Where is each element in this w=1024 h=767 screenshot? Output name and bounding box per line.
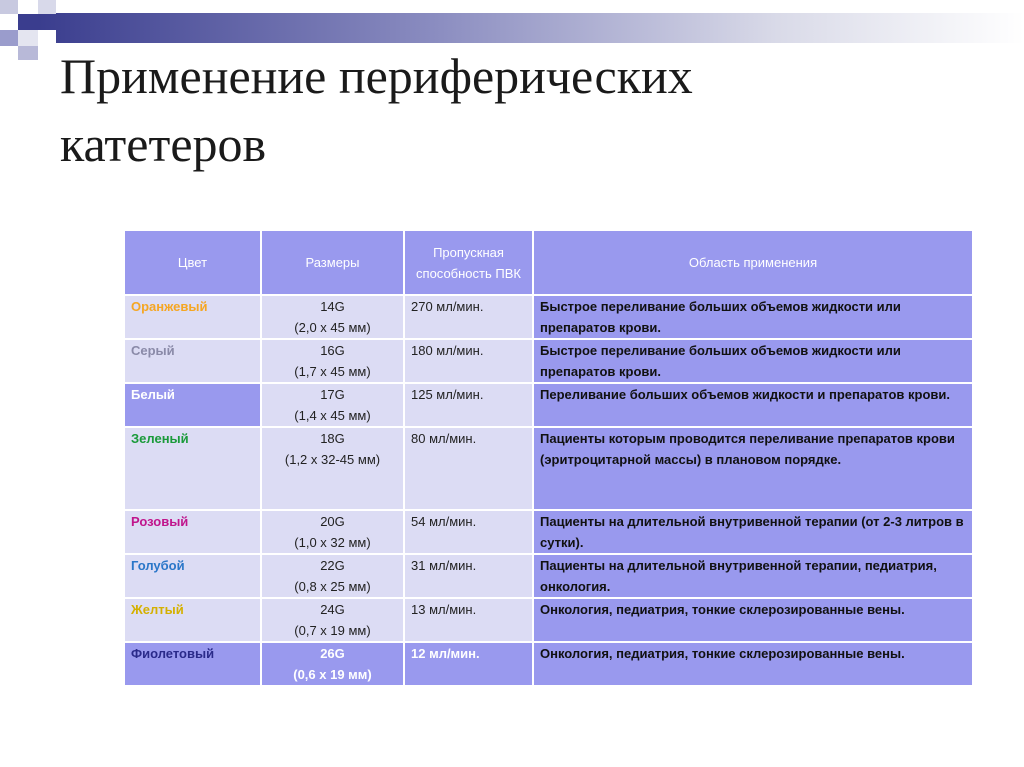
area-cell: Пациенты которым проводится переливание препаратов крови (эритроцитарной массы) в плановом порядке. [533, 427, 973, 510]
size-cell [261, 510, 404, 554]
area-cell: Быстрое переливание больших объемов жидкости или препаратов крови. [533, 339, 973, 383]
table-header-row [124, 230, 973, 295]
color-cell: Серый [124, 339, 261, 383]
table-row [124, 642, 973, 686]
top-gradient-bar [38, 13, 1024, 43]
table-row [124, 554, 973, 598]
table-row [124, 383, 973, 427]
gauge: 14G [320, 299, 345, 314]
area-cell: Переливание больших объемов жидкости и препаратов крови. [533, 383, 973, 427]
deco-square [0, 30, 18, 46]
gauge: 24G [320, 602, 345, 617]
size-cell [261, 598, 404, 642]
deco-square [0, 14, 18, 30]
page-title [60, 42, 960, 178]
deco-square [18, 0, 38, 14]
header-capacity: Пропускная способность ПВК [404, 230, 533, 295]
dimensions: (0,7 х 19 мм) [294, 623, 371, 638]
gauge: 17G [320, 387, 345, 402]
gauge: 16G [320, 343, 345, 358]
capacity-cell: 270 мл/мин. [404, 295, 533, 339]
capacity-cell: 125 мл/мин. [404, 383, 533, 427]
header-color: Цвет [124, 230, 261, 295]
dimensions: (0,8 х 25 мм) [294, 579, 371, 594]
header-area: Область применения [533, 230, 973, 295]
capacity-cell: 80 мл/мин. [404, 427, 533, 510]
size-cell [261, 339, 404, 383]
title-line-2: катетеров [60, 116, 267, 172]
deco-square [18, 14, 38, 30]
deco-square [18, 46, 38, 60]
capacity-cell: 180 мл/мин. [404, 339, 533, 383]
area-cell: Онкология, педиатрия, тонкие склерозированные вены. [533, 598, 973, 642]
dimensions: (2,0 х 45 мм) [294, 320, 371, 335]
area-cell: Быстрое переливание больших объемов жидкости или препаратов крови. [533, 295, 973, 339]
color-cell: Зеленый [124, 427, 261, 510]
table-row [124, 427, 973, 510]
size-cell [261, 642, 404, 686]
capacity-cell: 54 мл/мин. [404, 510, 533, 554]
color-cell: Белый [124, 383, 261, 427]
dimensions: (1,4 х 45 мм) [294, 408, 371, 423]
title-line-1: Применение периферических [60, 48, 693, 104]
table-row [124, 598, 973, 642]
dimensions: (1,0 х 32 мм) [294, 535, 371, 550]
gauge: 18G [320, 431, 345, 446]
gauge: 26G [320, 646, 345, 661]
dimensions: (1,2 х 32-45 мм) [284, 452, 381, 467]
capacity-cell: 12 мл/мин. [404, 642, 533, 686]
deco-square [0, 0, 18, 14]
table-row [124, 510, 973, 554]
color-cell: Желтый [124, 598, 261, 642]
deco-square [38, 30, 56, 46]
color-cell: Фиолетовый [124, 642, 261, 686]
table-row [124, 339, 973, 383]
gauge: 22G [320, 558, 345, 573]
capacity-cell: 31 мл/мин. [404, 554, 533, 598]
size-cell [261, 383, 404, 427]
gauge: 20G [320, 514, 345, 529]
size-cell [261, 427, 404, 510]
catheter-table [123, 229, 974, 687]
deco-square [38, 0, 56, 14]
color-cell: Розовый [124, 510, 261, 554]
area-cell: Онкология, педиатрия, тонкие склерозированные вены. [533, 642, 973, 686]
dimensions: (0,6 х 19 мм) [293, 667, 372, 682]
size-cell [261, 554, 404, 598]
table-row [124, 295, 973, 339]
color-cell: Голубой [124, 554, 261, 598]
area-cell: Пациенты на длительной внутривенной терапии, педиатрия, онкология. [533, 554, 973, 598]
deco-square [18, 30, 38, 46]
size-cell [261, 295, 404, 339]
color-cell: Оранжевый [124, 295, 261, 339]
capacity-cell: 13 мл/мин. [404, 598, 533, 642]
area-cell: Пациенты на длительной внутривенной терапии (от 2-3 литров в сутки). [533, 510, 973, 554]
header-size: Размеры [261, 230, 404, 295]
dimensions: (1,7 х 45 мм) [294, 364, 371, 379]
